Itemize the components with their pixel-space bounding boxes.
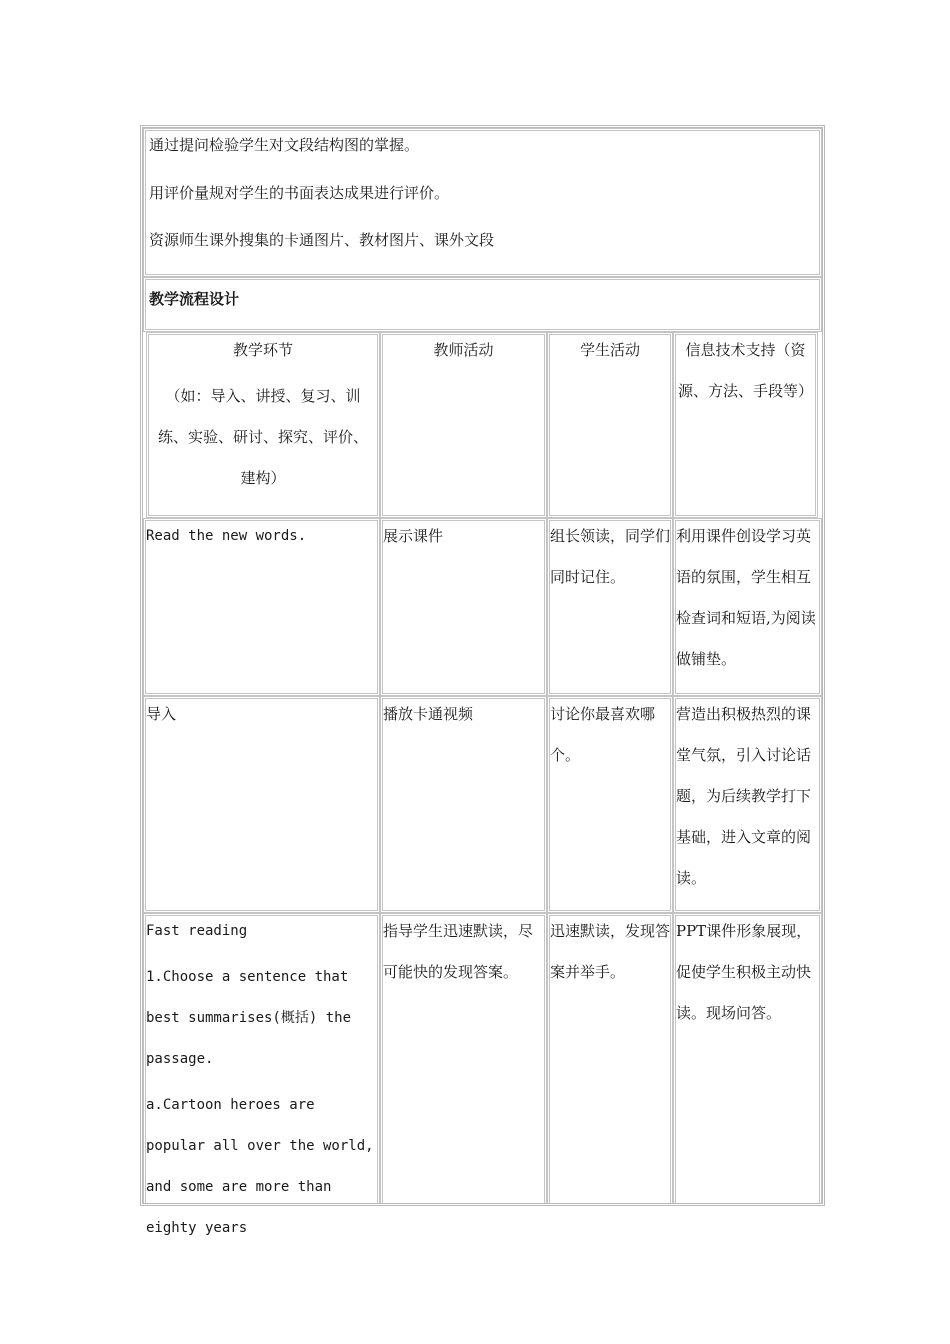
row2-teacher-text: 播放卡通视频 [383, 705, 474, 723]
row3-student [547, 913, 673, 1203]
row1-student [547, 518, 673, 696]
header-student [547, 332, 673, 518]
row2-student [547, 696, 673, 913]
document-frame [140, 125, 825, 1236]
header-teacher [380, 332, 547, 518]
row1-stage [143, 518, 380, 696]
intro-line-1: 通过提问检验学生对文段结构图的掌握。 [149, 136, 420, 154]
row3-stage-question: 1.Choose a sentence that best summarises(概括) the passage. [146, 969, 352, 1067]
row2-tech [673, 696, 822, 913]
row2-tech-text: 营造出积极热烈的课堂气氛，引入讨论话题，为后续教学打下基础，进入文章的阅读。 [676, 705, 812, 887]
intro-line-2: 用评价量规对学生的书面表达成果进行评价。 [149, 184, 450, 202]
header-student-label: 学生活动 [579, 341, 640, 359]
intro-line-3: 资源师生课外搜集的卡通图片、教材图片、课外文段 [149, 231, 495, 249]
section-title-block [143, 277, 822, 332]
intro-block [143, 128, 822, 277]
row3-tech-text: PPT课件形象展现，促使学生积极主动快读。现场问答。 [676, 922, 812, 1022]
header-stage-title: 教学环节 [232, 341, 293, 359]
row3-stage-title: Fast reading [146, 923, 248, 939]
header-tech-label: 信息技术支持（资源、方法、手段等） [678, 341, 814, 400]
row1-tech-text: 利用课件创设学习英语的氛围，学生相互检查词和短语,为阅读做铺垫。 [676, 527, 816, 668]
row2-stage [143, 696, 380, 913]
row1-teacher [380, 518, 547, 696]
row3-teacher-text: 指导学生迅速默读，尽可能快的发现答案。 [383, 922, 534, 981]
row3-stage [143, 913, 380, 1236]
header-teacher-label: 教师活动 [433, 341, 494, 359]
row2-stage-text: 导入 [146, 705, 177, 723]
section-title: 教学流程设计 [149, 290, 240, 308]
row1-teacher-text: 展示课件 [383, 527, 444, 545]
row1-stage-text: Read the new words. [146, 528, 307, 544]
row3-teacher [380, 913, 547, 1203]
row3-stage-answer-a: a.Cartoon heroes are popular all over the world, and some are more than eighty years [146, 1097, 374, 1236]
header-stage [146, 332, 380, 518]
row2-student-text: 讨论你最喜欢哪个。 [550, 705, 656, 764]
row3-tech [673, 913, 822, 1203]
row1-student-text: 组长领读，同学们同时记住。 [550, 527, 671, 586]
row2-teacher [380, 696, 547, 913]
row3-student-text: 迅速默读，发现答案并举手。 [550, 922, 671, 981]
row1-tech [673, 518, 822, 696]
header-tech [673, 332, 818, 518]
header-stage-note: （如：导入、讲授、复习、训练、实验、研讨、探究、评价、建构） [157, 387, 368, 487]
